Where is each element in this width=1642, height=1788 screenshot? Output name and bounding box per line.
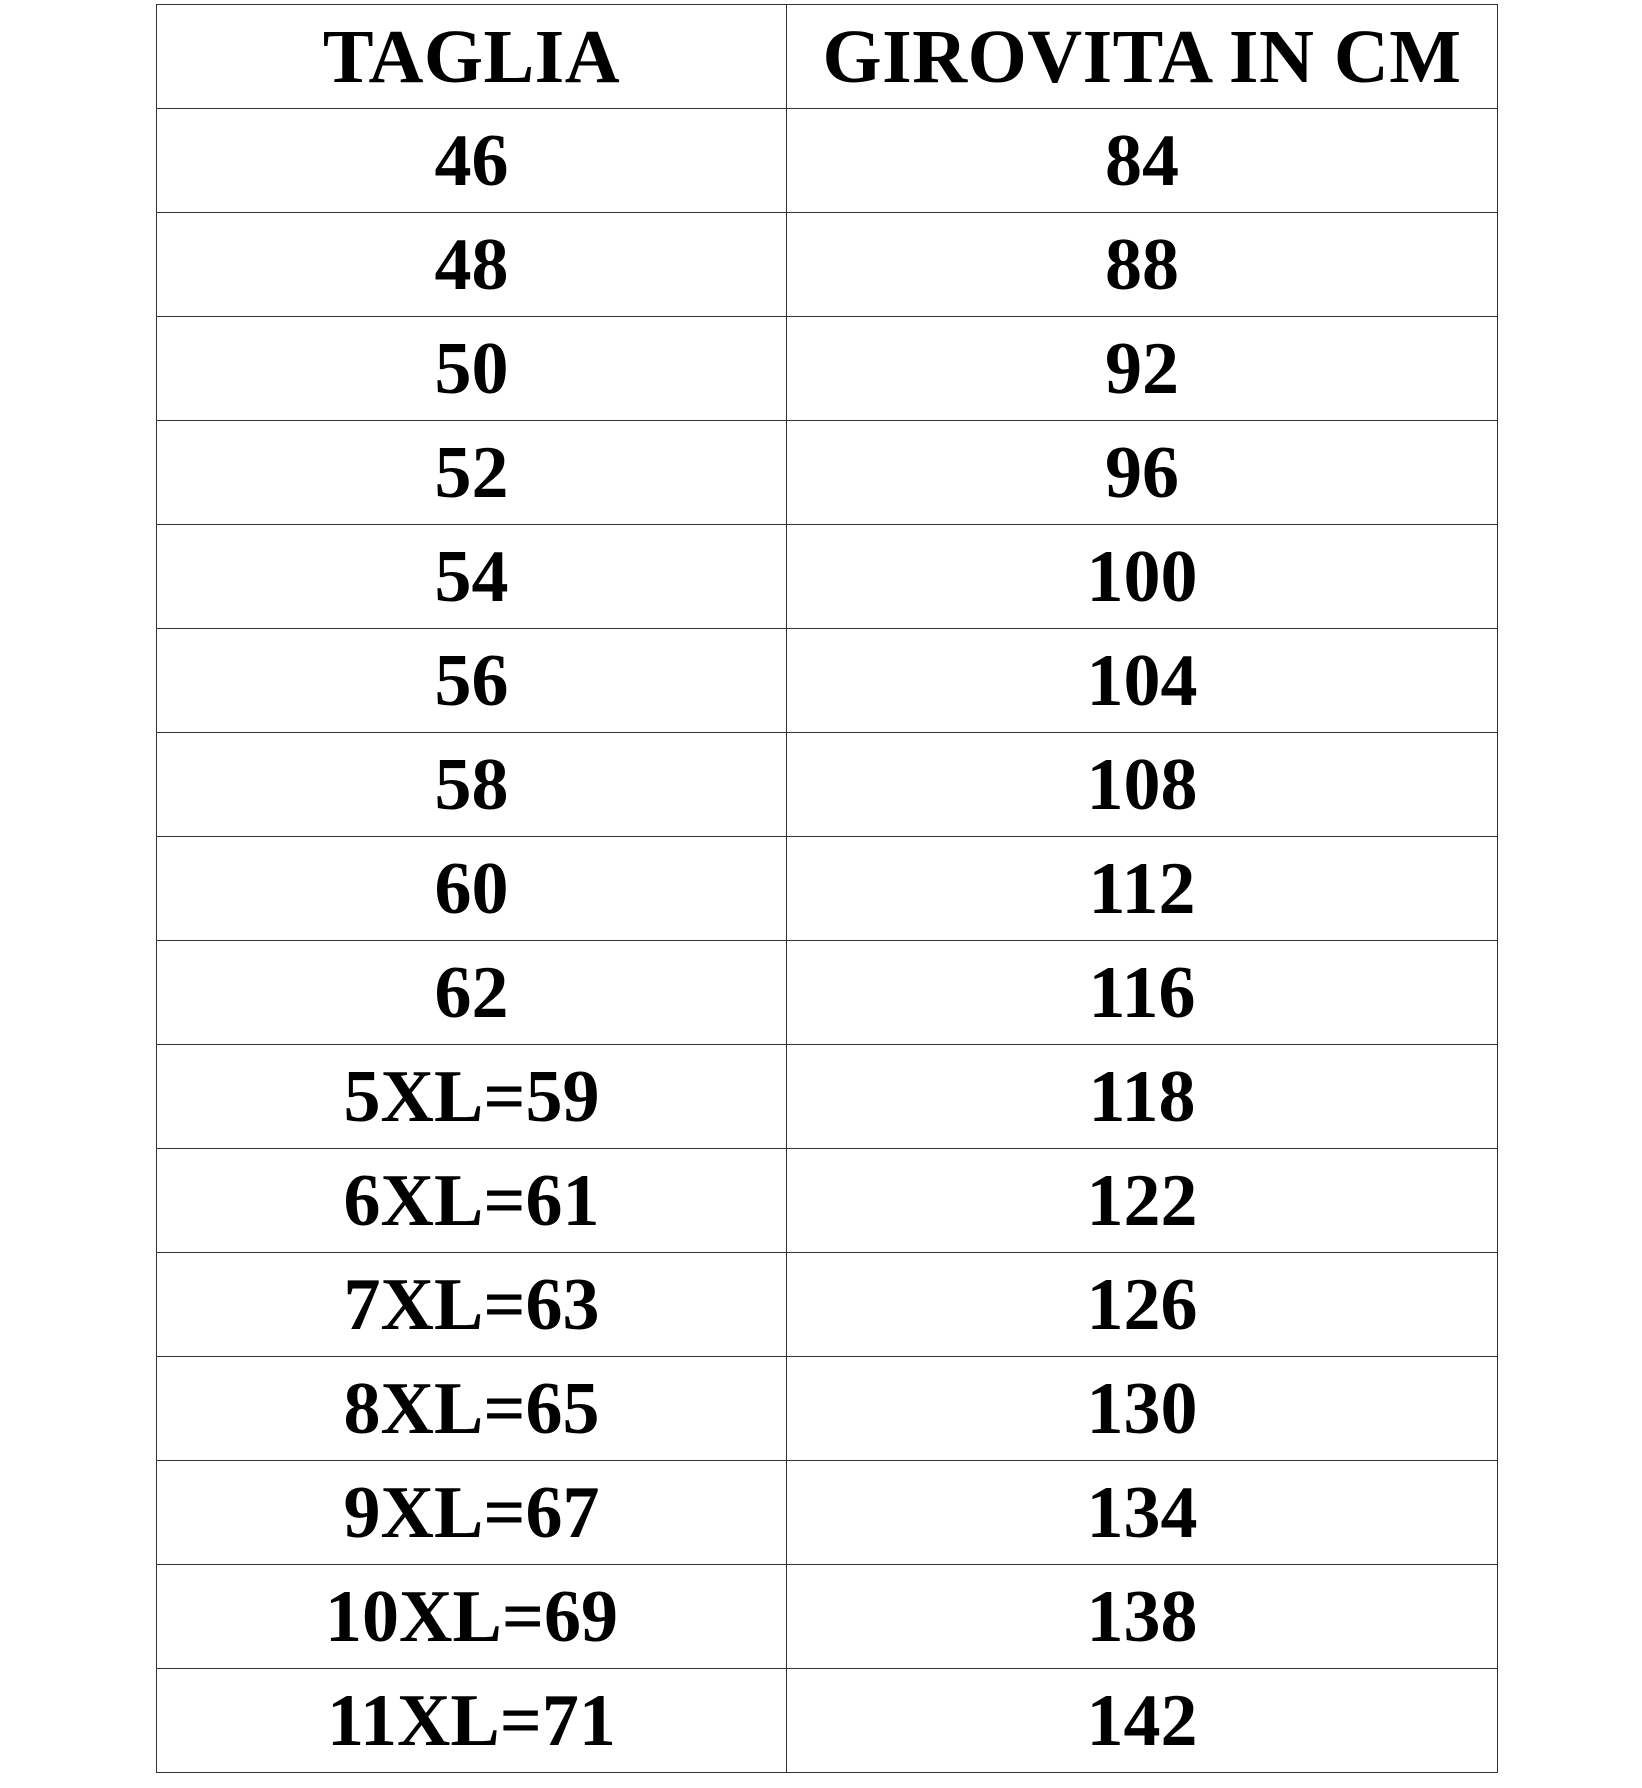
waist-cell: 138 xyxy=(787,1565,1498,1669)
table-row xyxy=(157,1461,1498,1565)
header-girovita: GIROVITA IN CM xyxy=(787,5,1498,109)
size-cell: 6XL=61 xyxy=(157,1149,787,1253)
size-cell: 58 xyxy=(157,733,787,837)
waist-cell: 108 xyxy=(787,733,1498,837)
size-cell: 46 xyxy=(157,109,787,213)
table-row xyxy=(157,213,1498,317)
table-row xyxy=(157,1253,1498,1357)
size-cell: 56 xyxy=(157,629,787,733)
size-cell: 5XL=59 xyxy=(157,1045,787,1149)
waist-cell: 126 xyxy=(787,1253,1498,1357)
waist-cell: 112 xyxy=(787,837,1498,941)
waist-cell: 92 xyxy=(787,317,1498,421)
waist-cell: 84 xyxy=(787,109,1498,213)
size-cell: 50 xyxy=(157,317,787,421)
table-row xyxy=(157,629,1498,733)
waist-cell: 130 xyxy=(787,1357,1498,1461)
waist-cell: 96 xyxy=(787,421,1498,525)
table-row xyxy=(157,1357,1498,1461)
size-cell: 52 xyxy=(157,421,787,525)
size-cell: 11XL=71 xyxy=(157,1669,787,1773)
table-row xyxy=(157,733,1498,837)
size-cell: 62 xyxy=(157,941,787,1045)
table-row xyxy=(157,1669,1498,1773)
waist-cell: 134 xyxy=(787,1461,1498,1565)
table-header-row xyxy=(157,5,1498,109)
table-row xyxy=(157,1149,1498,1253)
table-row xyxy=(157,317,1498,421)
size-chart-table xyxy=(156,4,1498,1773)
table-row xyxy=(157,109,1498,213)
table-row xyxy=(157,1045,1498,1149)
table-row xyxy=(157,525,1498,629)
size-cell: 48 xyxy=(157,213,787,317)
size-cell: 8XL=65 xyxy=(157,1357,787,1461)
waist-cell: 88 xyxy=(787,213,1498,317)
size-cell: 9XL=67 xyxy=(157,1461,787,1565)
waist-cell: 122 xyxy=(787,1149,1498,1253)
size-cell: 60 xyxy=(157,837,787,941)
header-taglia: TAGLIA xyxy=(157,5,787,109)
table-row xyxy=(157,837,1498,941)
table-row xyxy=(157,941,1498,1045)
waist-cell: 142 xyxy=(787,1669,1498,1773)
waist-cell: 104 xyxy=(787,629,1498,733)
waist-cell: 118 xyxy=(787,1045,1498,1149)
size-cell: 54 xyxy=(157,525,787,629)
size-cell: 10XL=69 xyxy=(157,1565,787,1669)
waist-cell: 100 xyxy=(787,525,1498,629)
size-cell: 7XL=63 xyxy=(157,1253,787,1357)
table-row xyxy=(157,1565,1498,1669)
table-row xyxy=(157,421,1498,525)
waist-cell: 116 xyxy=(787,941,1498,1045)
